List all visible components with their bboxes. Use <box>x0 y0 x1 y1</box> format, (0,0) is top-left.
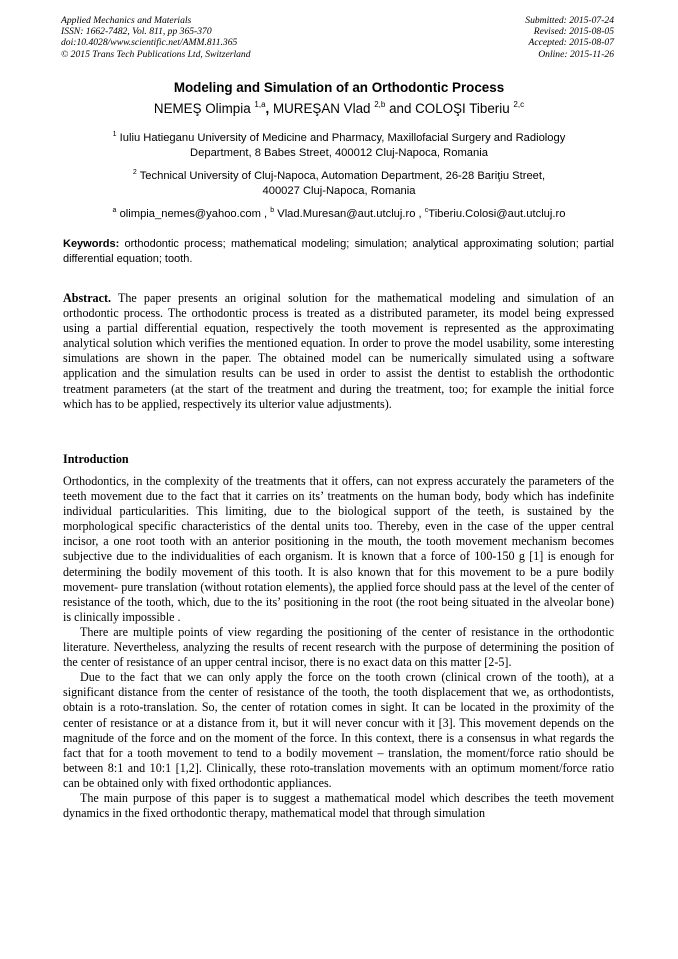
body-paragraph: Orthodontics, in the complexity of the treatments that it offers, can not express accurately the parameters of the teeth movement due to the fact that it carries on its’ treatments on the human body, body which has indefinite individual particularities. This limiting, due to the biological support of the teeth, is sustained by the morphological specific characteristics of the dental units too. Thereby, even in the case of the upper central incisor, a one root tooth with an anterior positioning in the mouth, the tooth movement mechanism becomes subjective due to the individualities of each organism. It is known that a force of 100-150 g [1] is enough for determining the bodily movement of this tooth. It is also known that for this movement to be a pure bodily movement- pure translation (without rotation elements), the applied force should pass at the level of the center of resistance of the tooth, which, due to the its’ positioning in the root (the root being situated in the alveolar bone) is clinically impossible . <box>63 474 614 624</box>
keywords-text: orthodontic process; mathematical modeling; simulation; analytical approximating solution; partial differential equation; tooth. <box>63 238 614 265</box>
section-heading-introduction: Introduction <box>63 452 129 466</box>
affiliation-line: 400027 Cluj-Napoca, Romania <box>262 185 416 197</box>
author-affiliation-mark: 2,c <box>513 100 525 109</box>
affiliation-line: Iuliu Hatieganu University of Medicine and Pharmacy, Maxillofacial Surgery and Radiology <box>119 132 566 144</box>
affiliation-mark: 2 <box>132 169 137 176</box>
email-line <box>0 203 678 222</box>
email-address: Tiberiu.Colosi@aut.utcluj.ro <box>428 208 566 220</box>
author-name: COLOŞI Tiberiu <box>415 101 510 116</box>
email-mark: b <box>270 207 275 214</box>
author-affiliation-mark: 1,a <box>254 100 266 109</box>
author-name: NEMEŞ Olimpia <box>153 101 251 116</box>
author-affiliation-mark: 2,b <box>374 100 386 109</box>
submitted-date: Submitted: 2015-07-24 <box>525 15 614 26</box>
email-mark: c <box>424 207 429 214</box>
revised-date: Revised: 2015-08-05 <box>533 26 614 38</box>
abstract-block <box>63 291 614 412</box>
email-address: olimpia_nemes@yahoo.com , <box>119 208 268 220</box>
email-mark: a <box>112 207 117 214</box>
affiliation-line: Department, 8 Babes Street, 400012 Cluj-Napoca, Romania <box>190 147 488 159</box>
author-line <box>0 100 678 116</box>
abstract-text: The paper presents an original solution for the mathematical modeling and simulation of an orthodontic process. The orthodontic process is treated as a distributed parameter, its model being expressed using a partial differential equation, respectively the tooth movement is represented as the approximating analytical solution which verifies the mentioned equation. In order to prove the model usability, some interesting simulations are shown in the paper. The obtained model can be numerically simulated using a software application and the simulation results can be used in order to assist the dentist to establish the orthodontic treatment parameters (at the start of the treatment and during the treatment, too; for example the initial force which has to be applied, respectively its ulterior value adjustments). <box>63 291 614 411</box>
author-name: MUREŞAN Vlad <box>272 101 371 116</box>
journal-header-right <box>525 15 614 60</box>
body-paragraph: There are multiple points of view regarding the positioning of the center of resistance in the orthodontic literature. Nevertheless, analyzing the results of recent research with the purpose of determining the position of the center of resistance of an upper central incisor, there is no exact data on this matter [2-5]. <box>63 624 614 670</box>
affiliation-1 <box>0 127 678 161</box>
body-paragraph: The main purpose of this paper is to suggest a mathematical model which describes the teeth movement dynamics in the fixed orthodontic therapy, mathematical model that through simulation <box>63 790 614 821</box>
abstract-label: Abstract. <box>63 291 112 305</box>
affiliation-2 <box>0 165 678 199</box>
copyright-line: © 2015 Trans Tech Publications Ltd, Switzerland <box>61 48 251 60</box>
author-separator: and <box>389 101 412 116</box>
affiliation-mark: 1 <box>112 131 117 138</box>
email-address: Vlad.Muresan@aut.utcluj.ro , <box>277 208 422 220</box>
affiliation-line: Technical University of Cluj-Napoca, Automation Department, 26-28 Bariţiu Street, <box>139 170 546 182</box>
author-separator: , <box>265 101 270 116</box>
paper-title: Modeling and Simulation of an Orthodontic Process <box>173 80 505 95</box>
journal-name: Applied Mechanics and Materials <box>61 15 192 26</box>
doi-line: doi:10.4028/www.scientific.net/AMM.811.365 <box>61 37 238 49</box>
keywords-block <box>63 237 614 266</box>
issn-line: ISSN: 1662-7482, Vol. 811, pp 365-370 <box>61 26 212 38</box>
accepted-date: Accepted: 2015-08-07 <box>528 37 614 49</box>
keywords-label: Keywords: <box>63 238 120 250</box>
introduction-body <box>63 474 614 821</box>
journal-header-left <box>61 15 251 60</box>
online-date: Online: 2015-11-26 <box>538 48 614 60</box>
body-paragraph: Due to the fact that we can only apply the force on the tooth crown (clinical crown of the tooth), at a significant distance from the center of resistance of the tooth, the tooth displacement that we, as orthodontists, obtain is a roto-translation. So, the center of rotation comes in sight. It can be located in the proximity of the center of resistance or at a distance from it, but it will never concur with it [3]. This movement depends on the magnitude of the force and on the moment of the force. In this context, there is a consensus in what regards the fact that for a tooth movement to tend to a bodily movement – translation, the moment/force ratio should be between 8:1 and 10:1 [1,2]. Clinically, these roto-translation movements with an optimum moment/force ratio can be obtained only with fixed orthodontic appliances. <box>63 670 614 790</box>
